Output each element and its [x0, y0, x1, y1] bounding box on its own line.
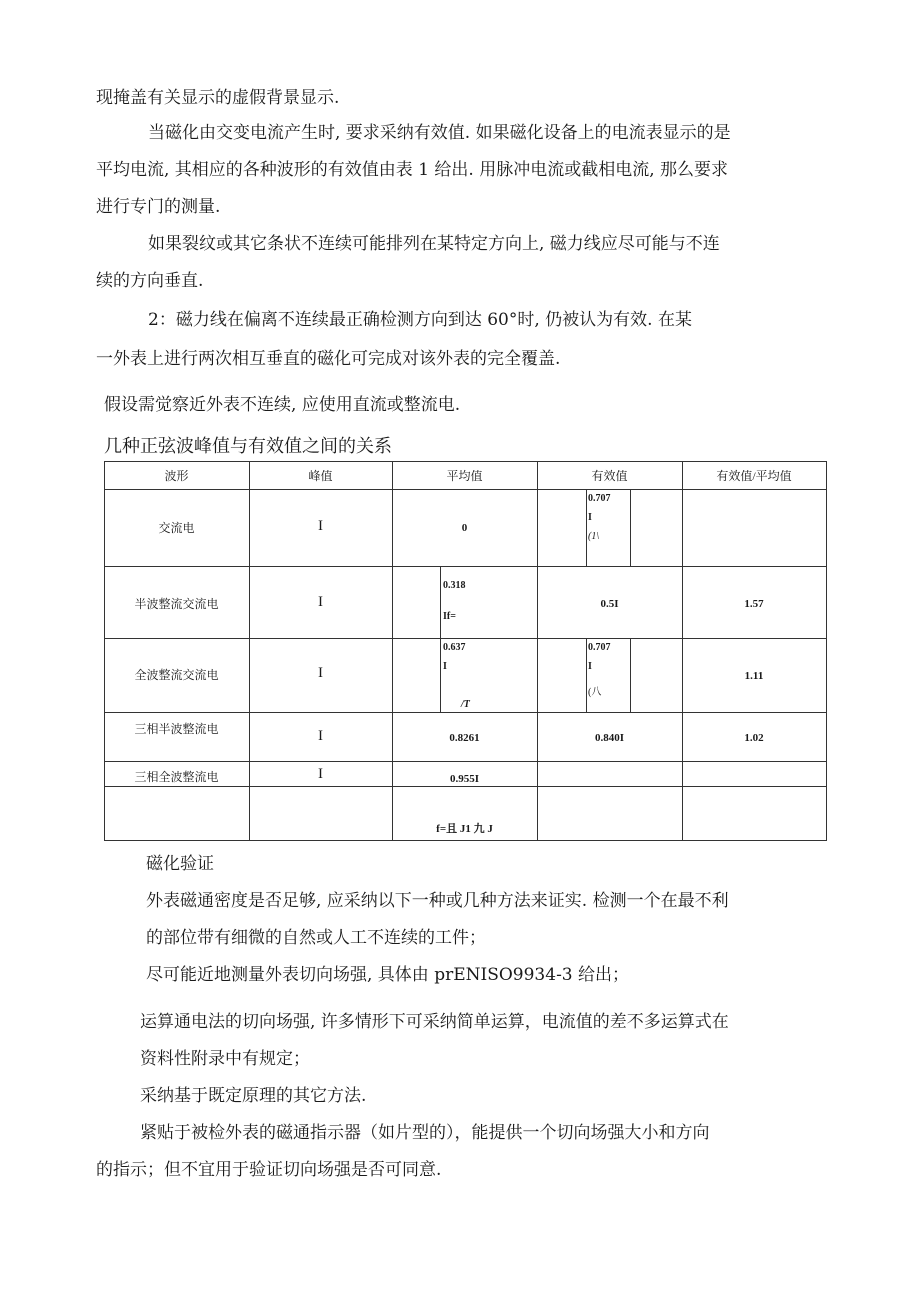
text-line: 当磁化由交变电流产生时, 要求采纳有效值. 如果磁化设备上的电流表显示的是 — [148, 123, 731, 143]
cell-average-line: If= — [443, 611, 456, 622]
text-line: 采纳基于既定原理的其它方法. — [140, 1086, 367, 1106]
header-average: 平均值 — [446, 469, 483, 483]
cell-waveform: 半波整流交流电 — [134, 597, 219, 611]
waveform-table — [104, 461, 827, 841]
cell-peak: I — [318, 766, 323, 782]
text-line: 紧贴于被检外表的磁通指示器（如片型的），能提供一个切向场强大小和方向 — [140, 1123, 710, 1143]
text-line: 的部位带有细微的自然或人工不连续的工件； — [146, 928, 486, 948]
table-title: 几种正弦波峰值与有效值之间的关系 — [104, 436, 392, 457]
cell-rms-line: I — [588, 512, 592, 523]
cell-peak: I — [318, 728, 323, 744]
cell-peak: I — [318, 594, 323, 610]
cell-rms-line: 0.707 — [588, 642, 611, 653]
text-line: 进行专门的测量. — [96, 197, 221, 217]
text-line: 运算通电法的切向场强, 许多情形下可采纳简单运算，电流值的差不多运算式在 — [140, 1012, 729, 1032]
cell-rms-line: (八 — [588, 687, 602, 698]
cell-rms-line: (1\ — [588, 531, 600, 542]
text-line: 如果裂纹或其它条状不连续可能排列在某特定方向上, 磁力线应尽可能与不连 — [148, 234, 720, 254]
text-line: 一外表上进行两次相互垂直的磁化可完成对该外表的完全覆盖. — [96, 349, 561, 369]
cell-waveform: 三相半波整流电 — [134, 722, 219, 736]
cell-formula: f=且 J1 九 J — [436, 823, 493, 835]
cell-average-line: I — [443, 661, 447, 672]
cell-waveform: 全波整流交流电 — [134, 668, 219, 682]
cell-rms-line: 0.707 — [588, 493, 611, 504]
cell-average: 0.955I — [449, 773, 480, 785]
header-waveform: 波形 — [164, 469, 189, 483]
cell-average: 0 — [461, 522, 468, 534]
cell-peak: I — [318, 518, 323, 534]
text-line: 2：磁力线在偏离不连续最正确检测方向到达 60°时, 仍被认为有效. 在某 — [148, 310, 692, 330]
text-line: 假设需觉察近外表不连续, 应使用直流或整流电. — [104, 395, 461, 415]
section-heading: 磁化验证 — [146, 854, 214, 874]
text-line: 续的方向垂直. — [96, 271, 204, 291]
text-line: 资料性附录中有规定； — [140, 1049, 310, 1069]
text-line: 外表磁通密度是否足够, 应采纳以下一种或几种方法来证实. 检测一个在最不利 — [146, 891, 729, 911]
cell-rms-line: I — [588, 661, 592, 672]
cell-average-line: 0.318 — [443, 580, 466, 591]
cell-ratio: 1.02 — [744, 732, 764, 744]
cell-peak: I — [318, 665, 323, 681]
cell-ratio: 1.57 — [744, 598, 764, 610]
cell-ratio: 1.11 — [744, 670, 764, 682]
cell-average: 0.8261 — [449, 732, 480, 744]
cell-rms: 0.840I — [594, 732, 625, 744]
text-line: 现掩盖有关显示的虚假背景显示. — [96, 88, 340, 108]
cell-waveform: 交流电 — [158, 521, 195, 535]
text-line: 平均电流, 其相应的各种波形的有效值由表 1 给出. 用脉冲电流或截相电流, 那么要求 — [96, 160, 729, 180]
cell-average-line: /T — [461, 699, 470, 710]
header-ratio: 有效值/平均值 — [716, 469, 792, 483]
cell-average-line: 0.637 — [443, 642, 466, 653]
header-peak: 峰值 — [308, 469, 333, 483]
cell-rms: 0.5I — [600, 598, 619, 610]
text-line: 的指示；但不宜用于验证切向场强是否可同意. — [96, 1160, 442, 1180]
cell-waveform: 三相全波整流电 — [134, 770, 219, 784]
text-line: 尽可能近地测量外表切向场强, 具体由 prENISO9934-3 给出； — [146, 965, 630, 985]
header-rms: 有效值 — [591, 469, 628, 483]
